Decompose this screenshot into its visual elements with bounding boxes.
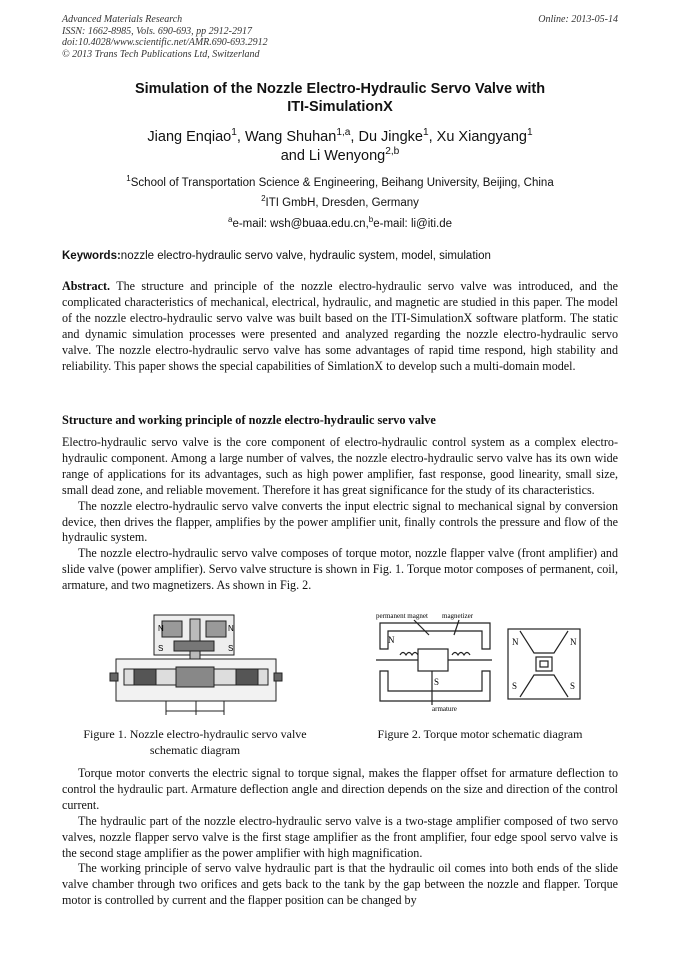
fig1-label-s: S	[158, 644, 164, 653]
body-section-2	[62, 766, 618, 909]
paragraph: Electro-hydraulic servo valve is the core component of electro-hydraulic control system as a complex electro-hydraulic component. Among a large number of valves, the nozzle electro-hydraulic servo valve has its own wide range of applications for its advantages, such as high power amplifier, fast response, good linearity, small size, small dead zone, and reliable movement. Therefore it has great significance for the study of its characteristics.	[62, 435, 618, 497]
affiliation-1: $^1$School of Transportation Science & Engineering, Beihang University, Beijing, China	[126, 174, 554, 189]
journal-header	[62, 14, 618, 60]
abstract	[62, 279, 618, 374]
fig2-label-n: N	[570, 637, 577, 647]
fig1-label-n: N	[228, 624, 234, 633]
figure-2-torque-motor-diagram	[374, 609, 606, 713]
body-section-1	[62, 435, 618, 594]
figure-1-servo-valve-diagram	[106, 611, 286, 721]
affiliation-2: $^2$ITI GmbH, Dresden, Germany	[261, 194, 419, 209]
keywords-label: Keywords:	[62, 250, 121, 262]
fig2-label-n: N	[388, 635, 395, 645]
paper-title: Simulation of the Nozzle Electro-Hydraulic Servo Valve with ITI-SimulationX	[134, 81, 546, 115]
keywords	[62, 250, 618, 262]
email-b: e-mail: li@iti.de	[373, 218, 453, 230]
author-name: Xu Xiangyang	[436, 129, 527, 145]
fig1-label-n: N	[158, 624, 164, 633]
fig2-label-s: S	[434, 677, 440, 687]
fig2-label-permanent-magnet: permanent magnet	[376, 612, 428, 620]
paragraph: Torque motor converts the electric signal to torque signal, makes the flapper offset for armature deflection to control the hydraulic part. Armature deflection angle and direction depends on the size and direction of the control current.	[62, 766, 618, 812]
author-name: Jiang Enqiao	[147, 129, 232, 145]
copyright-line: © 2013 Trans Tech Publications Ltd, Switzerland	[62, 48, 260, 60]
email-a: e-mail: wsh@buaa.edu.cn,	[232, 218, 369, 230]
keywords-text: nozzle electro-hydraulic servo valve, hydraulic system, model, simulation	[120, 250, 491, 262]
online-date: Online: 2013-05-14	[538, 14, 618, 25]
abstract-text: The structure and principle of the nozzle electro-hydraulic servo valve was introduced, and the complicated characteristics of mechanical, electrical, hydraulic, and magnetic are studied in this paper. The model of the nozzle electro-hydraulic servo valve was built based on the ITI-SimulationX software platform. The static and dynamic simulation processes were presented and analyzed regarding the nozzle electro-hydraulic servo valve. The nozzle electro-hydraulic servo valve has some advantages of rapid time respond, high stability and reliability. This paper shows the special capabilities of SimlationX to develop such a multi-domain model.	[62, 279, 618, 373]
abstract-label: Abstract.	[62, 279, 111, 293]
author-name: and Li Wenyong	[280, 148, 386, 164]
author-name: Wang Shuhan	[244, 129, 337, 145]
doi-line: doi:10.4028/www.scientific.net/AMR.690-693.2912	[62, 37, 268, 49]
fig2-label-s: S	[570, 681, 576, 691]
paragraph: The working principle of servo valve hydraulic part is that the hydraulic oil comes into both ends of the slide valve chamber through two orifices and gets back to the tank by the gap between the nozzle and flapper. Torque motor is controlled by current and the flapper position can be changed by	[62, 861, 618, 908]
author-list: Jiang Enqiao$^1$, Wang Shuhan$^{1,a}$, Du Jingke$^1$, Xu Xiangyang$^1$ and Li Wenyong$^{2,b}$	[147, 127, 533, 164]
fig2-label-s: S	[512, 681, 518, 691]
section-heading: Structure and working principle of nozzle electro-hydraulic servo valve	[62, 413, 436, 427]
fig2-label-n: N	[512, 637, 519, 647]
journal-name: Advanced Materials Research	[62, 14, 183, 25]
email-line: $^a$e-mail: wsh@buaa.edu.cn,$^b$e-mail: li@iti.de	[227, 215, 453, 230]
paragraph: The hydraulic part of the nozzle electro-hydraulic servo valve is a two-stage amplifier composed of two servo valves, nozzle flapper servo valve is the first stage amplifier as the front amplifier, four edge spool servo valve is the second stage amplifier as the power amplifier with high magnification.	[62, 813, 618, 860]
figure-1-caption: Figure 1. Nozzle electro-hydraulic servo valve schematic diagram	[83, 727, 307, 757]
author-name: Du Jingke	[358, 129, 423, 145]
issn-line: ISSN: 1662-8985, Vols. 690-693, pp 2912-2917	[62, 25, 252, 37]
paragraph: The nozzle electro-hydraulic servo valve composes of torque motor, nozzle flapper valve (front amplifier) and slide valve (power amplifier). Servo valve structure is shown in Fig. 1. Torque motor composes of permanent, coil, armature, and two magnetizers. As shown in Fig. 2.	[62, 546, 618, 593]
fig2-label-armature: armature	[432, 705, 457, 713]
figure-2-caption: Figure 2. Torque motor schematic diagram	[377, 727, 583, 741]
fig1-label-s: S	[228, 644, 234, 653]
fig2-label-magnetizer: magnetizer	[442, 612, 474, 620]
paragraph: The nozzle electro-hydraulic servo valve converts the input electric signal to mechanical signal by conversion device, then drives the flapper, amplifies by the power amplifier unit, finally controls the pressure and flow of the hydraulic system.	[62, 498, 618, 545]
